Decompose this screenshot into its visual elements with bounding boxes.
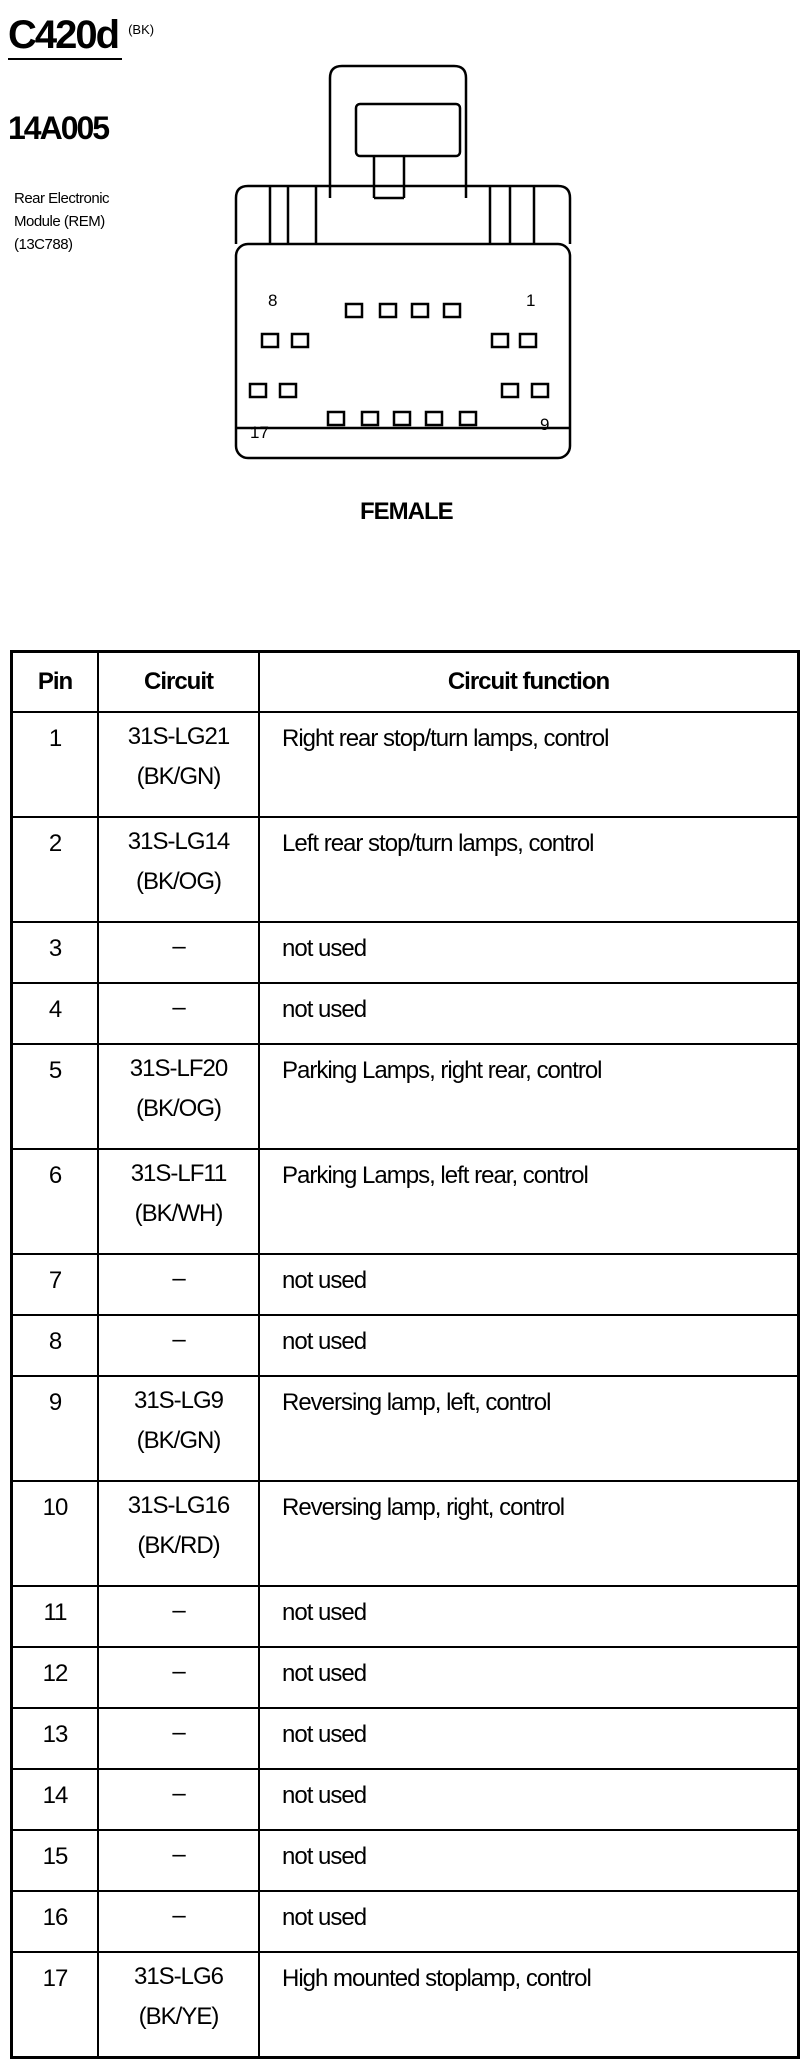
function-cell: Reversing lamp, left, control [259,1376,799,1481]
circuit-cell [98,1586,259,1647]
table-row [12,1769,799,1830]
circuit-cell [98,1769,259,1830]
circuit-id: 31S-LG9 [133,1387,224,1414]
pin-cell: 13 [12,1708,99,1769]
circuit-cell [98,1044,259,1149]
function-cell: not used [259,983,799,1044]
pin-table [10,650,800,2059]
connector-face-diagram [228,58,578,468]
table-row [12,1891,799,1952]
circuit-color: (BK/OG) [135,868,221,895]
circuit-id: – [172,994,185,1021]
table-row [12,1952,799,2058]
table-row [12,712,799,817]
circuit-id: 31S-LG6 [133,1963,224,1990]
circuit-id: 31S-LF20 [129,1055,228,1082]
pin-cell: 10 [12,1481,99,1586]
function-cell: not used [259,1708,799,1769]
pin-cell: 15 [12,1830,99,1891]
function-cell: not used [259,922,799,983]
table-row [12,817,799,922]
pin-cell: 2 [12,817,99,922]
pin-cell: 4 [12,983,99,1044]
circuit-color: (BK/GN) [136,763,221,790]
function-cell: Parking Lamps, right rear, control [259,1044,799,1149]
connector-header [8,12,154,60]
pin-cell: 1 [12,712,99,817]
circuit-cell [98,1891,259,1952]
pin-cell: 3 [12,922,99,983]
table-row [12,1254,799,1315]
pin-label-bottom-right: 9 [540,415,550,434]
module-line-3: (13C788) [14,236,73,253]
pin-cell: 17 [12,1952,99,2058]
pin-cell: 14 [12,1769,99,1830]
circuit-id: 31S-LG21 [127,723,230,750]
circuit-cell [98,1647,259,1708]
table-header-row [12,652,799,713]
table-row [12,1647,799,1708]
function-cell: Right rear stop/turn lamps, control [259,712,799,817]
function-cell: not used [259,1315,799,1376]
pin-cell: 5 [12,1044,99,1149]
circuit-cell [98,1708,259,1769]
circuit-color: (BK/YE) [138,2003,219,2030]
function-cell: Left rear stop/turn lamps, control [259,817,799,922]
circuit-cell [98,817,259,922]
table-row [12,1830,799,1891]
circuit-id: – [172,1841,185,1868]
circuit-cell [98,1952,259,2058]
table-row [12,1376,799,1481]
pin-label-top-left: 8 [268,291,278,310]
circuit-id: – [172,1719,185,1746]
function-cell: Reversing lamp, right, control [259,1481,799,1586]
circuit-id: – [172,1780,185,1807]
table-row [12,1708,799,1769]
pin-label-bottom-left: 17 [250,423,269,442]
circuit-cell [98,922,259,983]
circuit-color: (BK/WH) [134,1200,223,1227]
circuit-color: (BK/RD) [137,1532,220,1559]
table-row [12,922,799,983]
module-line-2: Module (REM) [14,213,105,230]
circuit-cell [98,1481,259,1586]
header-pin: Pin [12,652,99,713]
pin-cell: 6 [12,1149,99,1254]
circuit-id: 31S-LG14 [127,828,230,855]
table-row [12,983,799,1044]
circuit-cell [98,1376,259,1481]
circuit-color: (BK/GN) [136,1427,221,1454]
function-cell: not used [259,1586,799,1647]
circuit-id: – [172,1597,185,1624]
circuit-cell [98,983,259,1044]
function-cell: High mounted stoplamp, control [259,1952,799,2058]
function-cell: not used [259,1647,799,1708]
circuit-cell [98,1254,259,1315]
pin-cell: 7 [12,1254,99,1315]
function-cell: not used [259,1830,799,1891]
pin-cell: 9 [12,1376,99,1481]
pin-cell: 11 [12,1586,99,1647]
gender-label: FEMALE [360,498,453,525]
part-number: 14A005 [8,110,109,146]
table-row [12,1586,799,1647]
function-cell: not used [259,1891,799,1952]
function-cell: Parking Lamps, left rear, control [259,1149,799,1254]
connector-code: C420d [8,12,122,60]
table-row [12,1315,799,1376]
circuit-id: – [172,1326,185,1353]
connector-color: (BK) [128,22,155,37]
module-description [14,187,109,256]
header-circuit-function: Circuit function [259,652,799,713]
table-row [12,1149,799,1254]
function-cell: not used [259,1254,799,1315]
function-cell: not used [259,1769,799,1830]
circuit-cell [98,1830,259,1891]
circuit-color: (BK/OG) [135,1095,221,1122]
circuit-cell [98,1315,259,1376]
circuit-id: – [172,1902,185,1929]
pin-cell: 8 [12,1315,99,1376]
table-row [12,1481,799,1586]
circuit-id: 31S-LG16 [127,1492,230,1519]
circuit-id: – [172,1265,185,1292]
circuit-id: 31S-LF11 [130,1160,227,1187]
circuit-cell [98,712,259,817]
circuit-cell [98,1149,259,1254]
table-row [12,1044,799,1149]
pin-label-top-right: 1 [526,291,536,310]
header-circuit: Circuit [98,652,259,713]
module-line-1: Rear Electronic [14,190,110,207]
circuit-id: – [172,933,185,960]
pin-cell: 12 [12,1647,99,1708]
pin-cell: 16 [12,1891,99,1952]
circuit-id: – [172,1658,185,1685]
